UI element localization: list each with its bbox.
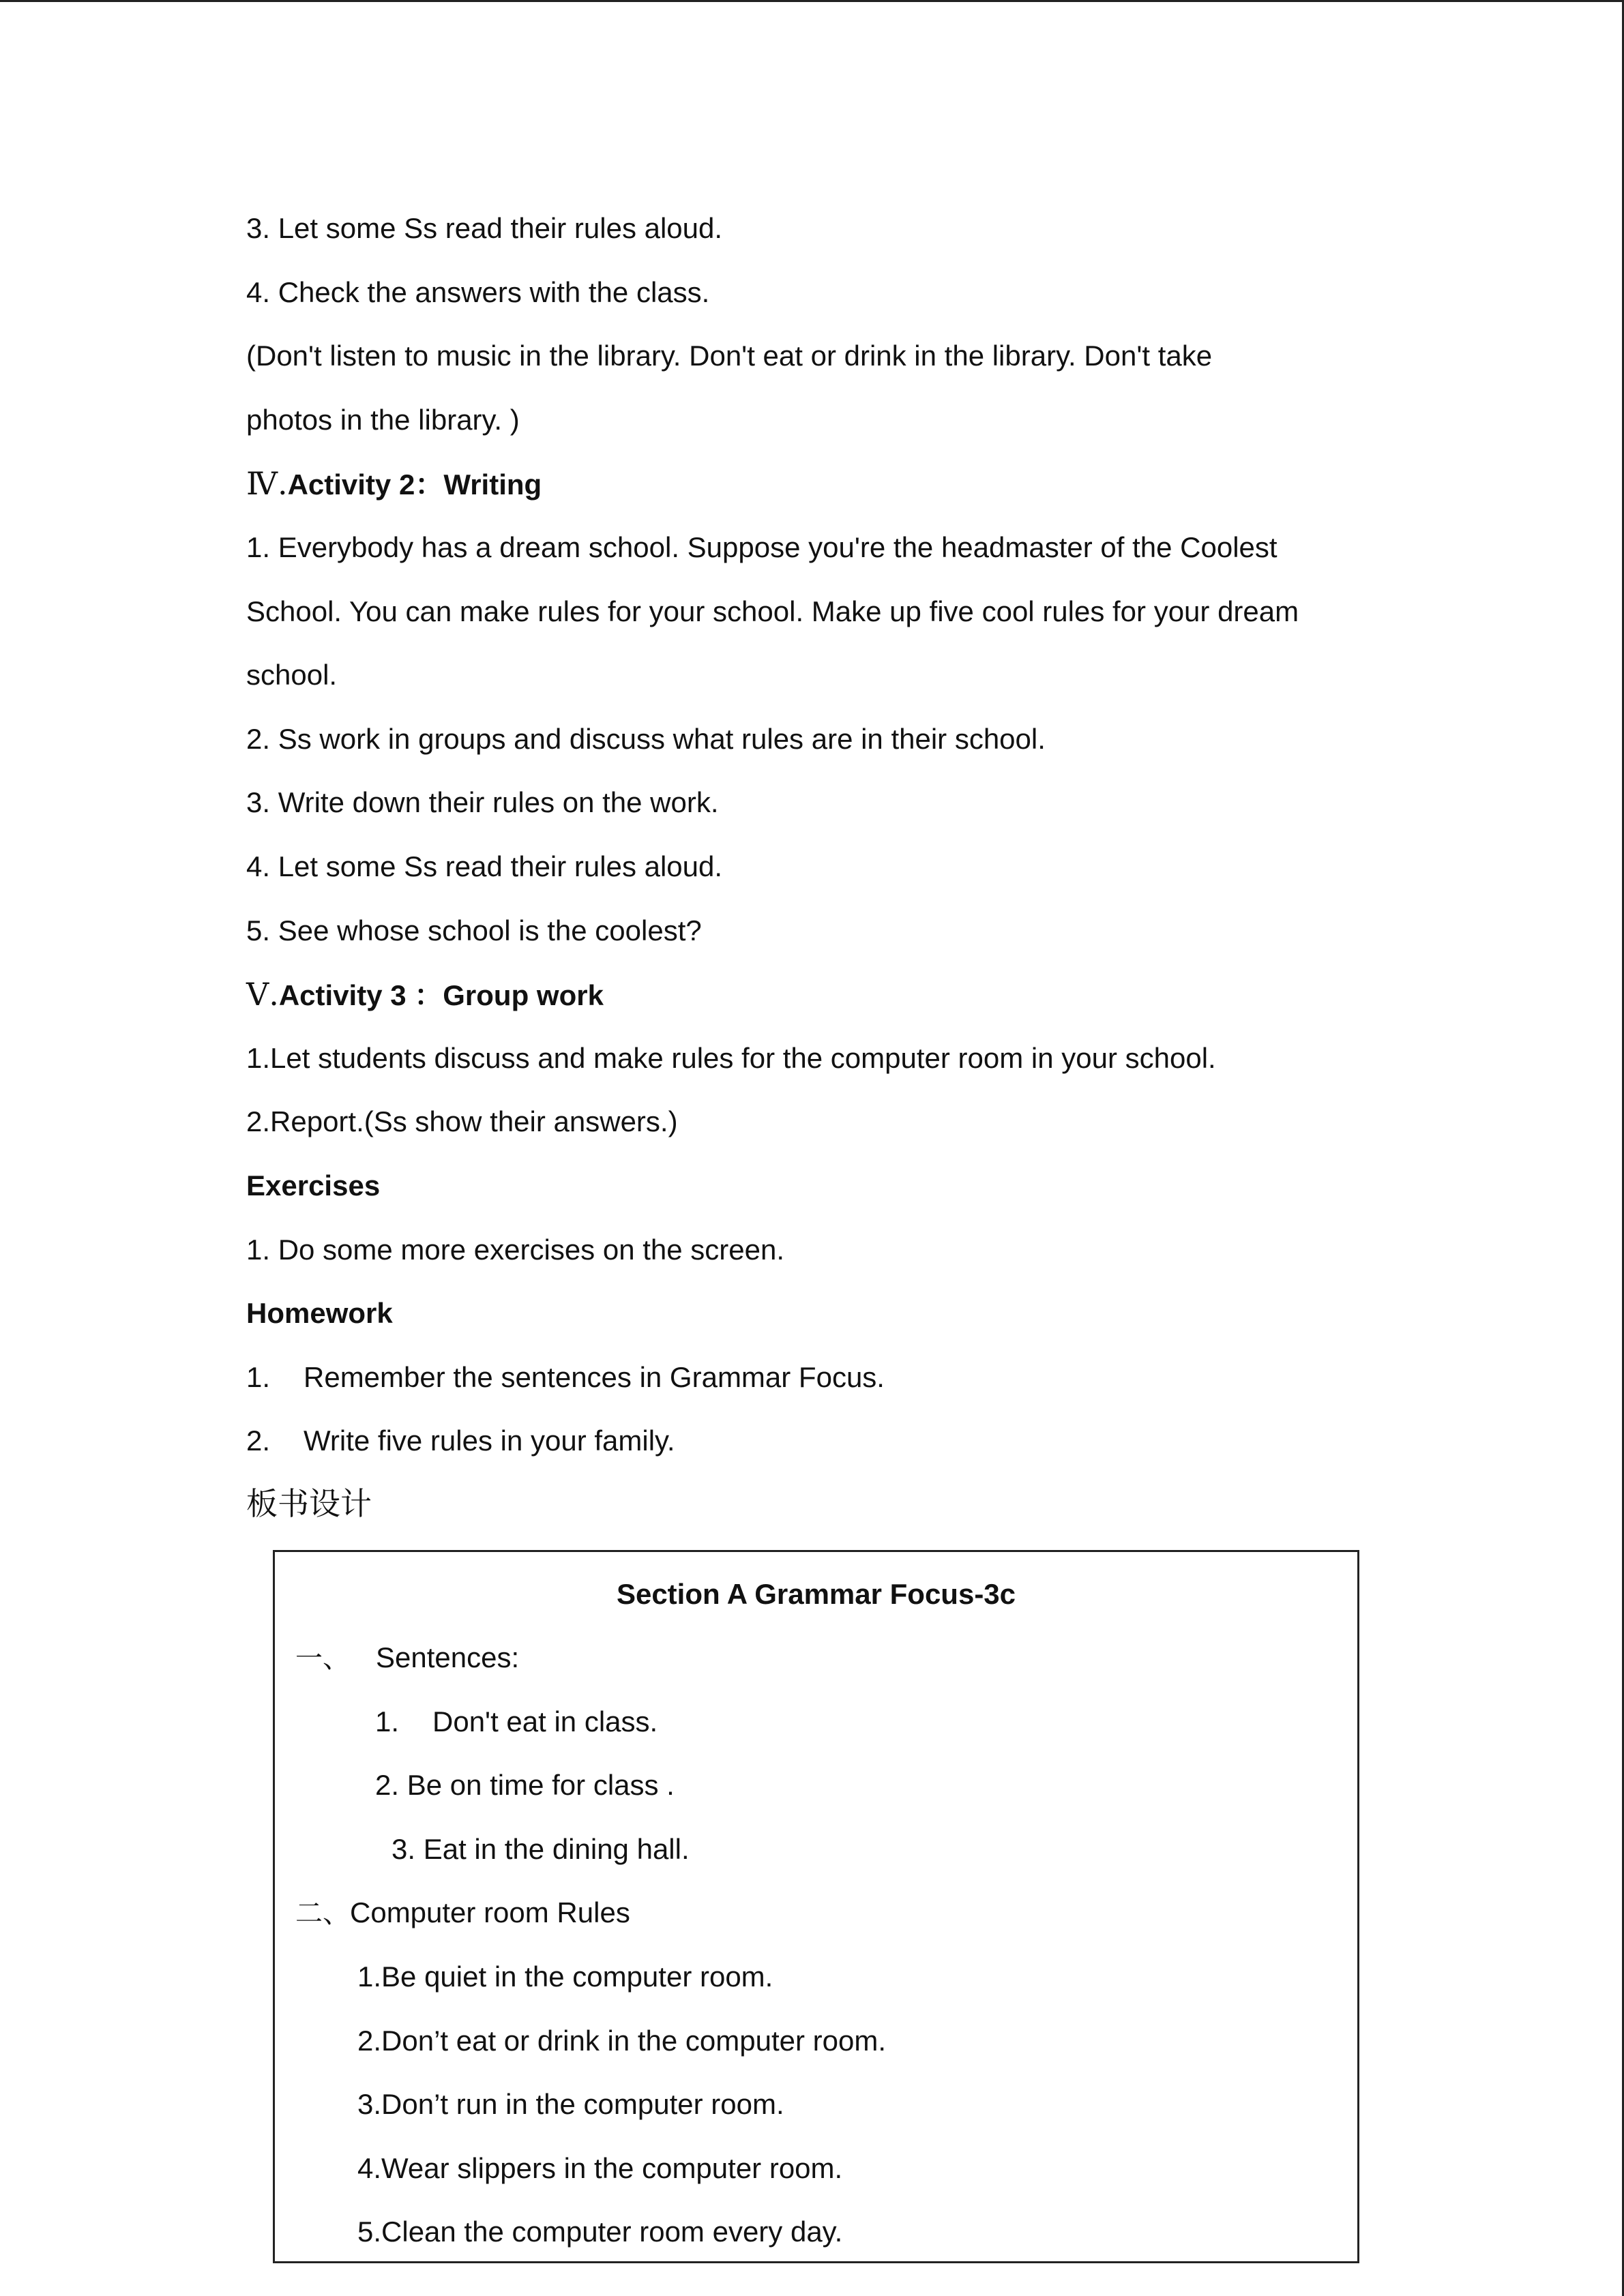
activity-2-title: Activity 2：Writing (287, 468, 542, 501)
board-part-2-mark: 二、 (295, 1898, 350, 1929)
homework-item-1-text: Remember the sentences in Grammar Focus. (304, 1361, 885, 1393)
writing-step-1-line-1: 1. Everybody has a dream school. Suppose you're the headmaster of the Coolest (246, 531, 1278, 563)
group-work-step-1: 1.Let students discuss and make rules for the computer room in your school. (246, 1042, 1216, 1074)
board-sentence-3: 3. Eat in the dining hall. (392, 1833, 690, 1865)
board-part-1-label: Sentences: (376, 1641, 520, 1673)
homework-heading: Homework (246, 1297, 393, 1329)
section-heading-activity-3 (246, 977, 604, 1013)
writing-step-1-line-2: School. You can make rules for your school. Make up five cool rules for your dream (246, 595, 1299, 627)
board-rule-3: 3.Don’t run in the computer room. (357, 2088, 784, 2120)
board-design-box (273, 1550, 1359, 2263)
board-rule-2: 2.Don’t eat or drink in the computer room. (357, 2025, 887, 2057)
board-rule-5: 5.Clean the computer room every day. (357, 2216, 843, 2248)
homework-item-2-text: Write five rules in your family. (304, 1425, 675, 1457)
board-sentence-1-text: Don't eat in class. (432, 1705, 658, 1738)
exercise-item-1: 1. Do some more exercises on the screen. (246, 1234, 785, 1266)
homework-item-1 (246, 1360, 885, 1395)
activity-3-title: Activity 3 ：Group work (278, 979, 604, 1011)
writing-step-3: 3. Write down their rules on the work. (246, 786, 719, 818)
board-rule-1: 1.Be quiet in the computer room. (357, 1960, 773, 1993)
step-check-answers: 4. Check the answers with the class. (246, 276, 710, 308)
section-heading-activity-2 (246, 466, 542, 502)
roman-numeral-4: Ⅳ. (246, 465, 288, 502)
board-part-2-label: Computer room Rules (350, 1896, 630, 1928)
writing-step-4: 4. Let some Ss read their rules aloud. (246, 850, 723, 882)
writing-step-2: 2. Ss work in groups and discuss what rules are in their school. (246, 723, 1046, 755)
board-sentence-1-number: 1. (375, 1705, 400, 1738)
roman-numeral-5: Ⅴ. (246, 976, 279, 1013)
exercises-heading: Exercises (246, 1169, 381, 1202)
writing-step-5: 5. See whose school is the coolest? (246, 914, 702, 946)
board-rule-4: 4.Wear slippers in the computer room. (357, 2152, 843, 2184)
board-design-heading: 板书设计 (246, 1485, 372, 1522)
answer-note-line-1: (Don't listen to music in the library. Don't eat or drink in the library. Don't take (246, 340, 1213, 372)
step-read-rules: 3. Let some Ss read their rules aloud. (246, 212, 723, 244)
answer-note-line-2: photos in the library. ) (246, 404, 520, 436)
homework-item-1-number: 1. (246, 1361, 271, 1393)
board-title: Section A Grammar Focus-3c (616, 1578, 1016, 1610)
board-part-1-mark: 一、 (295, 1643, 350, 1674)
board-part-2-heading (295, 1896, 630, 1930)
homework-item-2-number: 2. (246, 1425, 271, 1457)
board-sentence-2: 2. Be on time for class . (375, 1769, 675, 1801)
page-top-border (0, 0, 1624, 2)
homework-item-2 (246, 1424, 675, 1458)
board-sentence-1 (375, 1705, 658, 1739)
writing-step-1-line-3: school. (246, 659, 338, 691)
group-work-step-2: 2.Report.(Ss show their answers.) (246, 1105, 678, 1137)
board-part-1-heading (295, 1641, 519, 1675)
